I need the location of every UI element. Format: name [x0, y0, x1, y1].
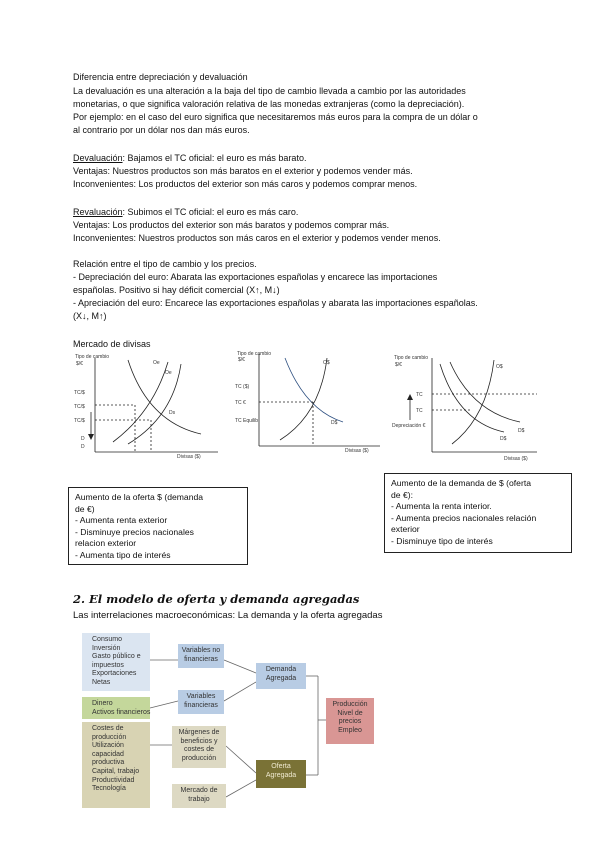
node-costes-line: Tecnología [92, 785, 126, 793]
box-demanda-line: - Aumenta la renta interior. [391, 501, 492, 512]
node-dinero-line: Activos financieros [92, 708, 151, 716]
node-margenes-line: producción [181, 754, 217, 762]
conn-varfin-demanda [224, 682, 256, 701]
node-varnofin-line: financieras [184, 655, 218, 663]
node-produccion-line: Nivel de [337, 709, 363, 717]
relacion-line-5: (X↓, M↑) [73, 311, 107, 321]
g3-label-q1: TC [416, 392, 423, 398]
node-consumo-line: Consumo [92, 636, 122, 643]
g1-x-title: Divisas ($) [177, 454, 201, 460]
g1-label-o1: Oe [153, 360, 160, 366]
g3-label-q3: Depreciación € [392, 423, 426, 429]
node-produccion-line: Producción [332, 701, 368, 708]
node-demanda-line: Agregada [265, 674, 297, 682]
section2-number: 2. [73, 592, 86, 606]
intro-line-4: al contrario por un dólar nos dan más euros. [73, 125, 250, 135]
relacion-line-3: españolas. Positivo si hay déficit comercial (X↑, M↓) [73, 285, 280, 295]
g2-x-title: Divisas ($) [345, 448, 369, 454]
box-demanda-line: - Disminuye tipo de interés [391, 535, 493, 546]
g2-y-title: Tipo de cambio [237, 351, 271, 357]
g1-label-d1: D [81, 436, 85, 442]
node-costes [82, 722, 150, 808]
g1-label-q1: TC/$ [74, 390, 85, 396]
node-produccion-line: precios [338, 718, 362, 726]
node-margenes-line: Márgenes de [178, 729, 220, 736]
intro-line-2: monetarias, o que significa valoración relativa de las monedas extranjeras (como la depreciación). [73, 99, 465, 109]
node-costes-line: capacidad [92, 750, 124, 758]
node-oferta-agregada [256, 760, 306, 788]
node-costes-line: producción [92, 733, 127, 741]
devaluacion-inconvenientes: Inconvenientes: Los productos del exterior son más caros y podemos comprar menos. [73, 179, 418, 189]
node-demanda-agregada [256, 663, 306, 689]
relacion-line-4: - Apreciación del euro: Encarece las exportaciones españolas y abarata las importaciones españolas. [73, 298, 478, 308]
conn-varnofin-demanda [224, 660, 256, 673]
g1-y-sub: $/€ [76, 361, 83, 367]
g1-label-ds: Ds [169, 410, 176, 416]
box-oferta-line: - Aumenta tipo de interés [75, 549, 171, 560]
revaluacion-term: Revaluación [73, 207, 123, 217]
g3-label-q2: TC [416, 408, 423, 414]
node-variables-financieras [178, 690, 224, 714]
g2-y-sub: $/€ [238, 357, 245, 363]
node-dinero-line: Dinero [92, 700, 113, 707]
intro-line-1: La devaluación es una alteración a la baja del tipo de cambio llevada a cambio por las autoridades [73, 86, 466, 96]
g3-label-d1: D$ [500, 436, 507, 442]
node-variables-no-financieras [178, 644, 224, 668]
node-margenes [172, 726, 226, 768]
conn-trabajo-oferta [226, 780, 256, 797]
node-costes-line: Costes de [92, 725, 124, 732]
relacion-line-1: Relación entre el tipo de cambio y los precios. [73, 259, 257, 269]
node-consumo-line: Gasto público e [92, 653, 141, 661]
g2-label-q1: TC ($) [235, 384, 250, 390]
node-margenes-line: beneficios y [180, 737, 218, 745]
g3-y-sub: $/€ [395, 362, 402, 368]
g1-label-q2: TC/$ [74, 404, 85, 410]
node-costes-line: Productividad [92, 776, 135, 784]
node-margenes-line: costes de [184, 746, 214, 754]
node-costes-line: productiva [92, 759, 125, 767]
revaluacion-inconvenientes: Inconvenientes: Nuestros productos son más caros en el exterior y podemos vender menos. [73, 233, 441, 243]
g3-x-title: Divisas ($) [504, 456, 528, 462]
node-consumo-line: Inversión [92, 644, 121, 652]
g3-label-o: O$ [496, 364, 503, 370]
conn-margenes-oferta [226, 746, 256, 773]
node-oferta-line: Oferta [271, 763, 291, 770]
node-produccion [326, 698, 374, 744]
node-trabajo-line: trabajo [188, 795, 210, 803]
section2-subtitle: Las interrelaciones macroeconómicas: La demanda y la oferta agregadas [73, 610, 383, 621]
g1-label-q3: TC/$ [74, 418, 85, 424]
revaluacion-definition: : Subimos el TC oficial: el euro es más caro. [122, 207, 299, 217]
box-oferta-line: - Aumenta renta exterior [75, 515, 168, 526]
devaluacion-term: Devaluación [73, 153, 123, 163]
g1-label-o2: Oe [165, 370, 172, 376]
devaluacion-ventajas: Ventajas: Nuestros productos son más baratos en el exterior y podemos vender más. [73, 166, 413, 176]
box-demanda-line: exterior [391, 524, 420, 535]
node-costes-line: Utilización [92, 742, 124, 750]
intro-line-3: Por ejemplo: en el caso del euro significa que necesitaremos más euros para la compra de un dólar o [73, 112, 478, 122]
box-oferta-line: de €) [75, 503, 95, 514]
conn-dinero-varfin [150, 701, 178, 708]
node-consumo [82, 633, 150, 691]
box-demanda-line: - Aumenta precios nacionales relación [391, 512, 537, 523]
box-demanda-line: de €): [391, 489, 413, 500]
node-produccion-line: Empleo [338, 726, 362, 734]
g2-label-o: O$ [323, 360, 330, 366]
box-oferta-line: - Disminuye precios nacionales [75, 526, 194, 537]
mercado-divisas-title: Mercado de divisas [73, 339, 151, 349]
node-consumo-line: Exportaciones [92, 670, 137, 678]
node-varfin-line: Variables [186, 693, 216, 700]
box-demanda-line: Aumento de la demanda de $ (oferta [391, 478, 531, 488]
node-demanda-line: Demanda [265, 666, 297, 673]
node-mercado-trabajo [172, 784, 226, 808]
g2-label-d: D$ [331, 420, 338, 426]
relacion-line-2: - Depreciación del euro: Abarata las exportaciones españolas y encarece las importaciones [73, 272, 438, 282]
g2-label-q2: TC € [235, 400, 246, 406]
box-oferta-line: Aumento de la oferta $ (demanda [75, 492, 204, 502]
node-oferta-line: Agregada [265, 771, 297, 779]
revaluacion-ventajas: Ventajas: Los productos del exterior son más baratos y podemos comprar más. [73, 220, 390, 230]
node-trabajo-line: Mercado de [180, 787, 218, 794]
section2-title: El modelo de oferta y demanda agregadas [89, 592, 360, 606]
box-oferta-line: relacion exterior [75, 538, 137, 549]
g3-label-d2: D$ [518, 428, 525, 434]
node-consumo-line: Netas [92, 678, 111, 686]
devaluacion-definition: : Bajamos el TC oficial: el euro es más barato. [122, 153, 307, 163]
g1-y-title: Tipo de cambio [75, 354, 109, 360]
node-dinero [82, 697, 150, 719]
g2-label-q3: TC Equilib [235, 418, 259, 424]
g1-label-d2: D [81, 444, 85, 450]
node-costes-line: Capital, trabajo [92, 767, 140, 775]
g3-y-title: Tipo de cambio [394, 355, 428, 361]
node-varfin-line: financieras [184, 701, 218, 709]
node-consumo-line: impuestos [92, 661, 124, 669]
node-varnofin-line: Variables no [181, 647, 221, 654]
section-title: Diferencia entre depreciación y devaluación [73, 72, 248, 82]
